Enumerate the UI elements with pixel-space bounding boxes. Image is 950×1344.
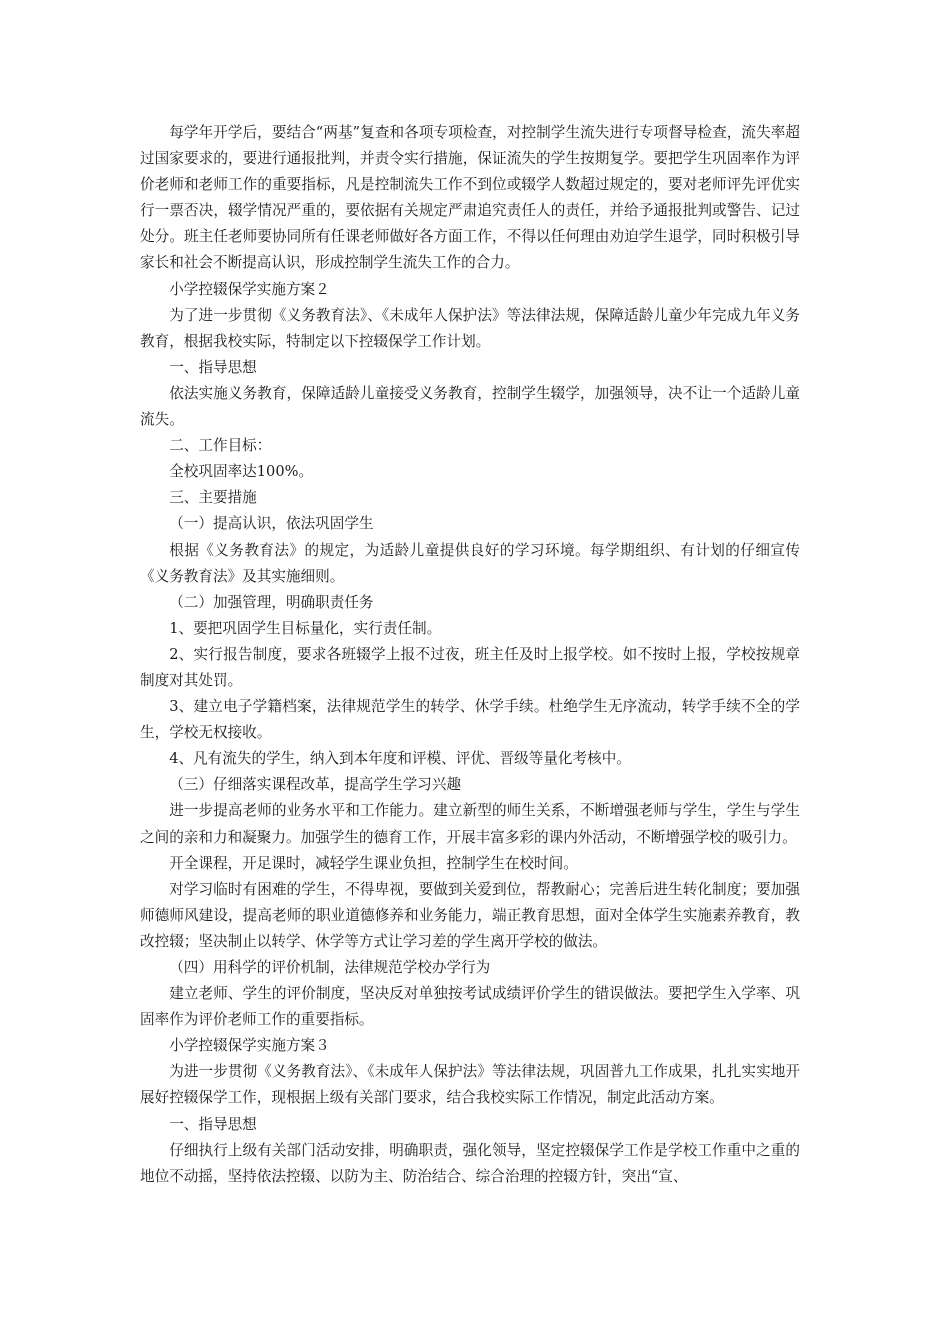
subheading: （一）提高认识，依法巩固学生 bbox=[169, 515, 374, 533]
paragraph: 开全课程，开足课时，减轻学生课业负担，控制学生在校时间。 bbox=[169, 854, 578, 872]
subheading: （三）仔细落实课程改革，提高学生学习兴趣 bbox=[169, 776, 462, 794]
paragraph: 为了进一步贯彻《义务教育法》、《未成年人保护法》等法律法规，保障适龄儿童少年完成九年义务教育，根据我校实际，特制定以下控辍保学工作计划。 bbox=[140, 306, 800, 350]
paragraph: 为进一步贯彻《义务教育法》、《未成年人保护法》等法律法规，巩固普九工作成果，扎扎实实地开展好控辍保学工作，现根据上级有关部门要求，结合我校实际工作情况，制定此活动方案。 bbox=[140, 1063, 800, 1107]
section-title: 小学控辍保学实施方案３ bbox=[169, 1037, 330, 1055]
list-item: 1、要把巩固学生目标量化，实行责任制。 bbox=[169, 619, 442, 637]
paragraph: 仔细执行上级有关部门活动安排，明确职责，强化领导，坚定控辍保学工作是学校工作重中之重的地位不动摇，坚持依法控辍、以防为主、防治结合、综合治理的控辍方针，突出“宣、 bbox=[140, 1141, 800, 1185]
paragraph: 每学年开学后，要结合“两基”复查和各项专项检查，对控制学生流失进行专项督导检查，流失率超过国家要求的，要进行通报批判，并责令实行措施，保证流失的学生按期复学。要把学生巩固率作为评价老师和老师工作的重要指标，凡是控制流失工作不到位或辍学人数超过规定的，要对老师评先评优实行一票否决，辍学情况严重的，要依据有关规定严肃追究责任人的责任，并给予通报批判或警告、记过处分。班主任老师要协同所有任课老师做好各方面工作，不得以任何理由劝迫学生退学，同时积极引导家长和社会不断提高认识，形成控制学生流失工作的合力。 bbox=[140, 124, 800, 272]
paragraph: 对学习临时有困难的学生，不得卑视，要做到关爱到位，帮教耐心；完善后进生转化制度；要加强师德师风建设，提高老师的职业道德修养和业务能力，端正教育思想，面对全体学生实施素养教育，教改控辍；坚决制止以转学、休学等方式让学习差的学生离开学校的做法。 bbox=[140, 880, 800, 950]
subheading: （四）用科学的评价机制，法律规范学校办学行为 bbox=[169, 959, 491, 976]
paragraph: 进一步提高老师的业务水平和工作能力。建立新型的师生关系，不断增强老师与学生，学生与学生之间的亲和力和凝聚力。加强学生的德育工作，开展丰富多彩的课内外活动，不断增强学校的吸引力。 bbox=[140, 802, 800, 846]
heading: 二、工作目标： bbox=[169, 437, 272, 455]
subheading: （二）加强管理，明确职责任务 bbox=[169, 593, 374, 611]
section-title: 小学控辍保学实施方案２ bbox=[169, 280, 330, 298]
paragraph: 全校巩固率达100%。 bbox=[169, 463, 314, 481]
list-item: 3、建立电子学籍档案，法律规范学生的转学、休学手续。杜绝学生无序流动，转学手续不全的学生，学校无权接收。 bbox=[140, 698, 800, 742]
heading: 三、主要措施 bbox=[169, 489, 257, 507]
list-item: 4、凡有流失的学生，纳入到本年度和评模、评优、晋级等量化考核中。 bbox=[169, 750, 631, 768]
heading: 一、指导思想 bbox=[169, 358, 257, 376]
document-body bbox=[140, 120, 800, 1190]
paragraph: 依法实施义务教育，保障适龄儿童接受义务教育，控制学生辍学，加强领导，决不让一个适龄儿童流失。 bbox=[140, 384, 800, 429]
paragraph: 根据《义务教育法》的规定，为适龄儿童提供良好的学习环境。每学期组织、有计划的仔细宣传《义务教育法》及其实施细则。 bbox=[140, 541, 800, 585]
heading: 一、指导思想 bbox=[169, 1115, 257, 1133]
list-item: 2、实行报告制度，要求各班辍学上报不过夜，班主任及时上报学校。如不按时上报，学校按规章制度对其处罚。 bbox=[140, 645, 800, 689]
paragraph: 建立老师、学生的评价制度，坚决反对单独按考试成绩评价学生的错误做法。要把学生入学率、巩固率作为评价老师工作的重要指标。 bbox=[140, 985, 800, 1029]
